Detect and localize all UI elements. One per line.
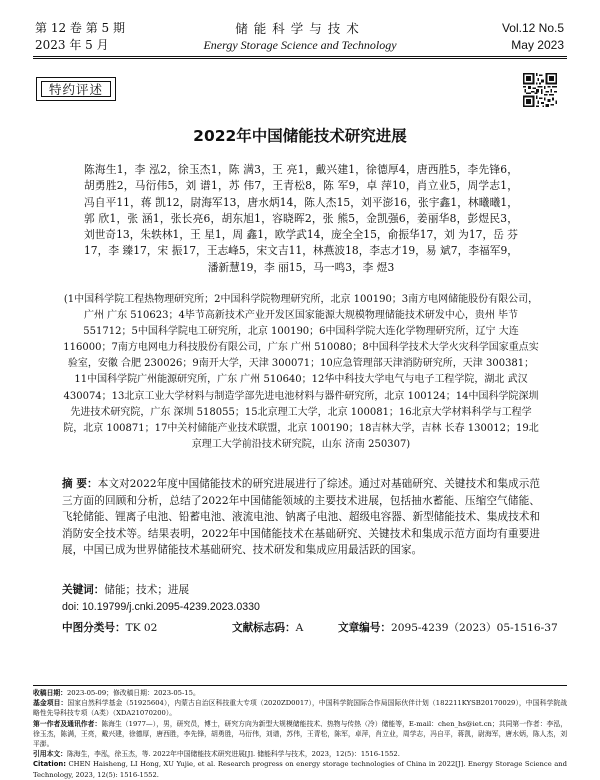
issue-zh: 第 12 卷 第 5 期 [35, 21, 125, 35]
first-author-info [33, 719, 567, 750]
section-tag [36, 77, 116, 101]
doc-code-value: A [295, 622, 304, 634]
keywords-text: 储能；技术；进展 [104, 584, 190, 596]
qr-code-icon [523, 73, 557, 107]
affiliations: (1中国科学院工程热物理研究所；2中国科学院物理研究所，北京 100190；3南方电网储能股份有限公司，广州 广东 510623；4毕节高新技术产业开发区国家能源大规模物理储能技术研发中心，贵州 毕节 551712；5中国科学院电工研究所，北京 100190；6中国科学院大连化学物理研究所，辽宁 大连 116000；7南方电网电力科技股份有限公司，广东 广州 510080；8中国科学技术大学火灾科学国家重点实验室，安徽 合肥 230026；9南开大学，天津 300071；10应急管理部天津消防研究所，天津 300381；11中国科学院广州能源研究所，广东 广州 510640；12华中科技大学电气与电子工程学院，湖北 武汉 430074；13北京工业大学材料与制造学部先进电池材料与器件研究所，北京 100124；14中国科学院深圳先进技术研究院，广东 深圳 518055；15北京理工大学，北京 100081；16北京大学材料科学与工程学院，北京 100871；17中关村储能产业技术联盟，北京 100190；18吉林大学，吉林 长春 130012；19北京理工大学前沿技术研究院，山东 济南 250307) [63, 294, 539, 450]
doi: doi: 10.19799/j.cnki.2095-4239.2023.0330 [62, 601, 260, 613]
keywords [62, 582, 189, 597]
received-text: 2023-05-09；修改稿日期：2023-05-15。 [66, 689, 200, 697]
fund-text: 国家自然科学基金（51925604），内蒙古自治区科技重大专项（2020ZD0017），中国科学院国际合作局国际伙伴计划（182211KYSB20170029），中国科学院战略性先导科技专项（A类）（XDA21070200）。 [33, 699, 567, 718]
received-date [33, 688, 567, 698]
date-zh: 2023 年 5 月 [35, 38, 109, 52]
received-label: 收稿日期： [33, 689, 67, 697]
keywords-label: 关键词： [62, 584, 105, 596]
cite-label: 引用本文： [33, 750, 67, 759]
journal-name-en: Energy Storage Science and Technology [203, 38, 397, 52]
header-center [190, 20, 410, 54]
first-author-text: 陈海生（1977—），男，研究员，博士，研究方向为新型大规模储能技术、热物与传热（冷）储能等，E-mail：chen_hs@iet.cn；共同第一作者：李泓，徐玉杰，陈满，王亮，戴兴建，徐德厚，唐西胜，李先锋，胡勇胜，马衍伟，刘谱，苏伟，王青松，陈军，卓萍，肖立业，周学志，冯自平，蒋凯，尉海军，唐水炳，陈人杰，刘平澎。 [33, 719, 568, 749]
clc-number [62, 620, 157, 635]
author-list: 陈海生1，李 泓2，徐玉杰1，陈 满3，王 亮1，戴兴建1，徐德厚4，唐西胜5，李先锋6，胡勇胜2，马衍伟5，刘 谱1，苏 伟7，王青松8，陈 军9，卓 萍10，肖立业5，周学志1，冯自平11，蒋 凯12，尉海军13，唐水炳14，陈人杰15，刘平澎16，张宇鑫1，林曦曦1，郭 欣1，张 涵1，张长亮6，胡东旭1，容晓晖2，张 熊5，金凯强6，姜丽华8，彭煜民3，刘世奇13，朱轶林1，王 星1，周 鑫1，欧学武14，庞全全15，俞振华17，刘 为17，岳 芬17，李 臻17，宋 振17，王志峰5，宋文吉11，林燕波18，李志才19，易 斌7，李福军9，潘新慧19，李 丽15，马一鸣3，李 煜3 [84, 163, 518, 274]
cite-zh [33, 749, 567, 759]
footnote-rule [33, 685, 567, 686]
header-right [502, 20, 564, 54]
first-author-label: 第一作者及通讯作者： [33, 719, 102, 728]
document-code [232, 620, 303, 635]
clc-value: TK 02 [125, 622, 158, 634]
abstract [62, 476, 540, 559]
fund-label: 基金项目： [33, 699, 68, 708]
section-tag-label: 特约评述 [41, 81, 111, 97]
doc-code-label: 文献标志码： [232, 622, 296, 634]
clc-label: 中图分类号： [62, 622, 126, 634]
citation-en [33, 759, 567, 779]
abstract-text: 本文对2022年度中国储能技术的研究进展进行了综述。通过对基础研究、关键技术和集成示范三方面的回顾和分析，总结了2022年中国储能领域的主要技术进展，包括抽水蓄能、压缩空气储能、飞轮储能、锂离子电池、铅蓄电池、液流电池、钠离子电池、超级电容器、新型储能技术、集成技术和消防安全技术等。结果表明，2022年中国储能技术在基础研究、关键技术和集成示范方面均有重要进展，中国已成为世界储能技术基础研究、技术研发和集成应用最活跃的国家。 [62, 478, 540, 556]
article-number-label: 文章编号： [338, 622, 391, 634]
citation-label: Citation: [33, 760, 66, 769]
article-number-value: 2095-4239（2023）05-1516-37 [390, 622, 558, 634]
fund-info [33, 698, 567, 718]
cite-text: 陈海生，李泓，徐玉杰，等. 2022年中国储能技术研究进展[J]. 储能科学与技术，2023，12(5)：1516-1552. [66, 750, 400, 759]
journal-name-zh: 储能科学与技术 [235, 21, 365, 36]
article-title: 2022年中国储能技术研究进展 [193, 127, 407, 145]
header-left [35, 20, 125, 54]
header-rule [33, 56, 567, 57]
article-number [338, 620, 558, 635]
header-rule-2 [33, 58, 567, 59]
abstract-label: 摘 要： [62, 478, 98, 490]
citation-text: CHEN Haisheng, LI Hong, XU Yujie, et al. Research progress on energy storage technologies of China in 2022[J]. Energy Storage Science and Technology, 2023, 12(5): 1516-1552. [33, 760, 567, 779]
footnote [33, 688, 567, 780]
date-en: May 2023 [511, 38, 564, 52]
vol-en: Vol.12 No.5 [501, 21, 564, 35]
